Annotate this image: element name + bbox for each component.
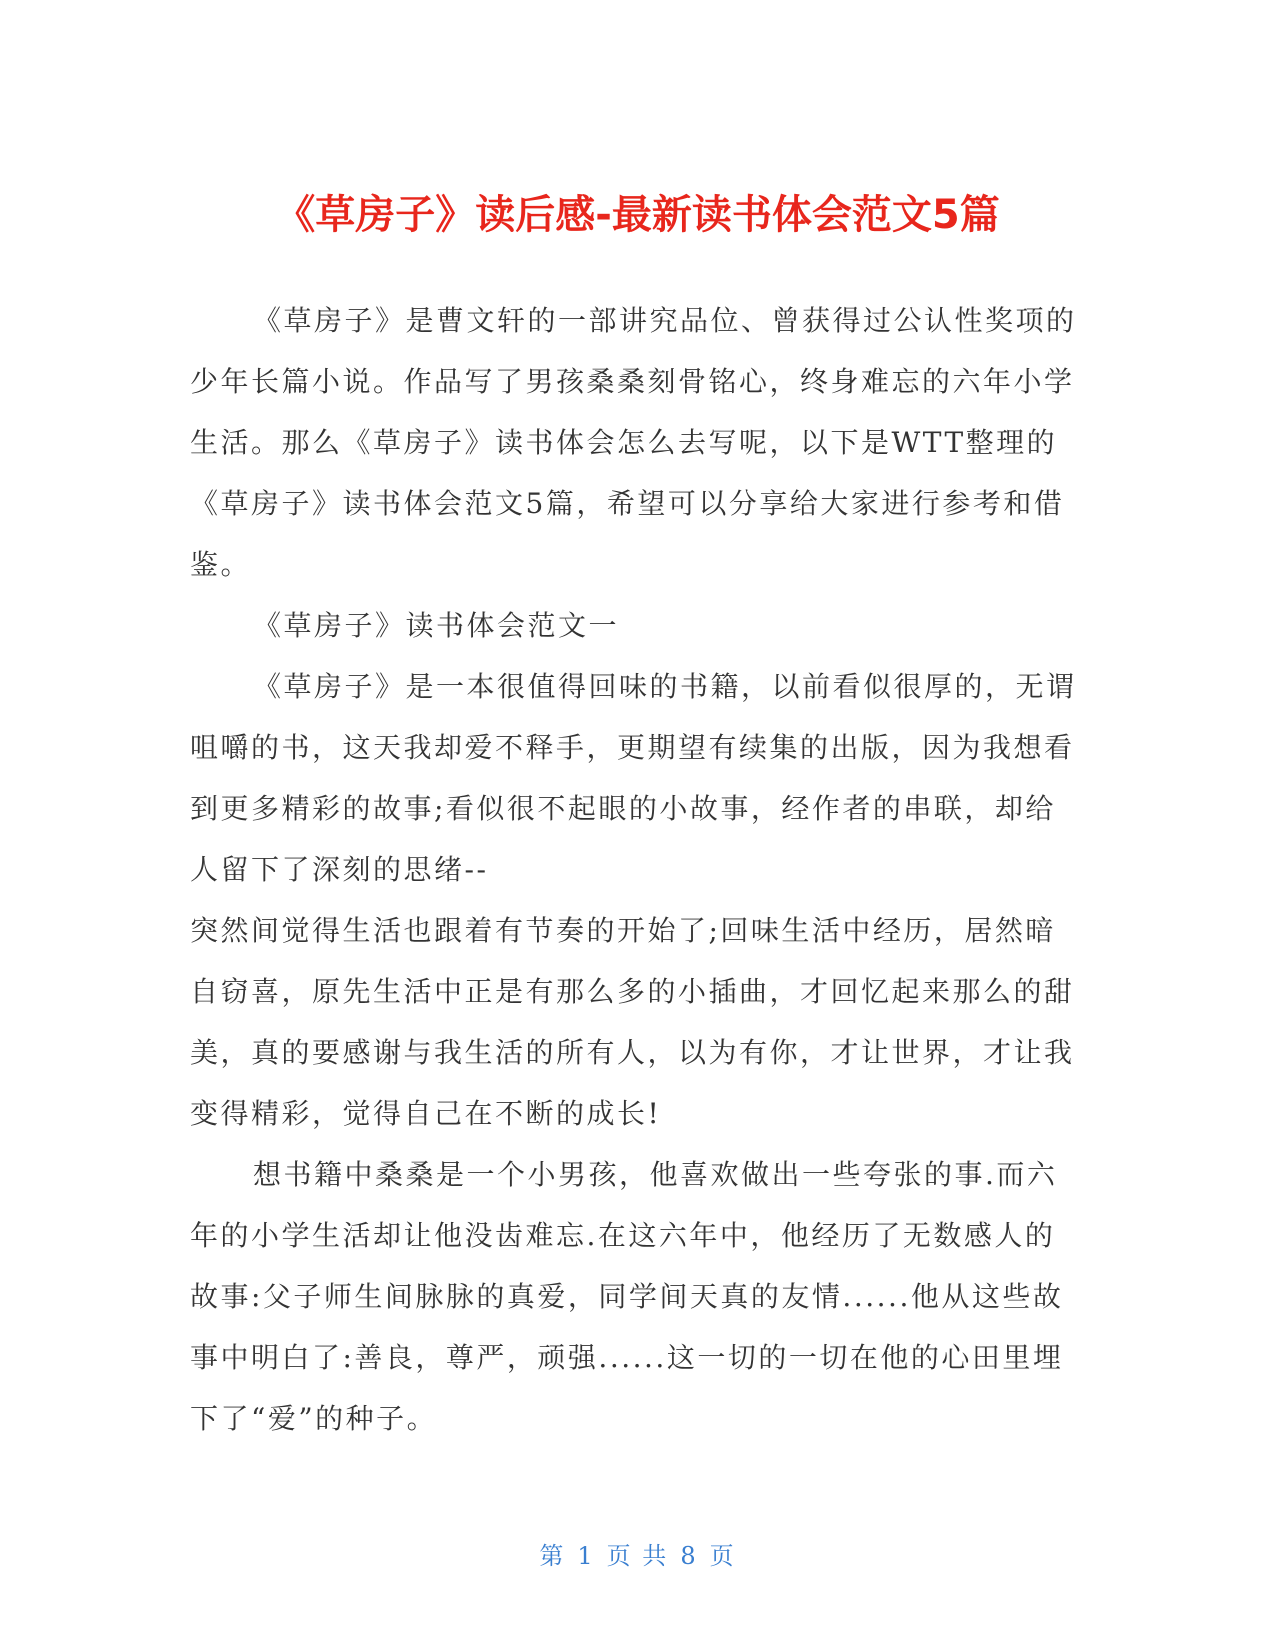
document-body <box>190 290 1085 1449</box>
footer-current-page: 1 <box>577 1542 595 1570</box>
paragraph-2: 突然间觉得生活也跟着有节奏的开始了;回味生活中经历，居然暗自窃喜，原先生活中正是有那么多的小插曲，才回忆起来那么的甜美，真的要感谢与我生活的所有人，以为有你，才让世界，才让我变得精彩，觉得自己在不断的成长! <box>190 914 1075 1130</box>
section-heading: 《草房子》读书体会范文一 <box>253 609 620 642</box>
document-title: 《草房子》读后感-最新读书体会范文5篇 <box>275 191 1000 238</box>
paragraph-intro: 《草房子》是曹文轩的一部讲究品位、曾获得过公认性奖项的少年长篇小说。作品写了男孩桑桑刻骨铭心，终身难忘的六年小学生活。那么《草房子》读书体会怎么去写呢，以下是WTT整理的《草房子》读书体会范文5篇，希望可以分享给大家进行参考和借鉴。 <box>190 304 1077 581</box>
footer-prefix: 第 <box>539 1542 566 1570</box>
paragraph-3: 想书籍中桑桑是一个小男孩，他喜欢做出一些夸张的事.而六年的小学生活却让他没齿难忘.在这六年中，他经历了无数感人的故事:父子师生间脉脉的真爱，同学间天真的友情......他从这些故事中明白了:善良，尊严，顽强......这一切的一切在他的心田里埋下了“爱”的种子。 <box>190 1158 1064 1435</box>
page-footer <box>0 1540 1275 1572</box>
footer-total-pages: 8 <box>680 1542 698 1570</box>
paragraph-1: 《草房子》是一本很值得回味的书籍，以前看似很厚的，无谓咀嚼的书，这天我却爱不释手，更期望有续集的出版，因为我想看到更多精彩的故事;看似很不起眼的小故事，经作者的串联，却给人留下了深刻的思绪-- <box>190 670 1077 886</box>
footer-middle: 页 共 <box>606 1542 669 1570</box>
footer-suffix: 页 <box>709 1542 736 1570</box>
